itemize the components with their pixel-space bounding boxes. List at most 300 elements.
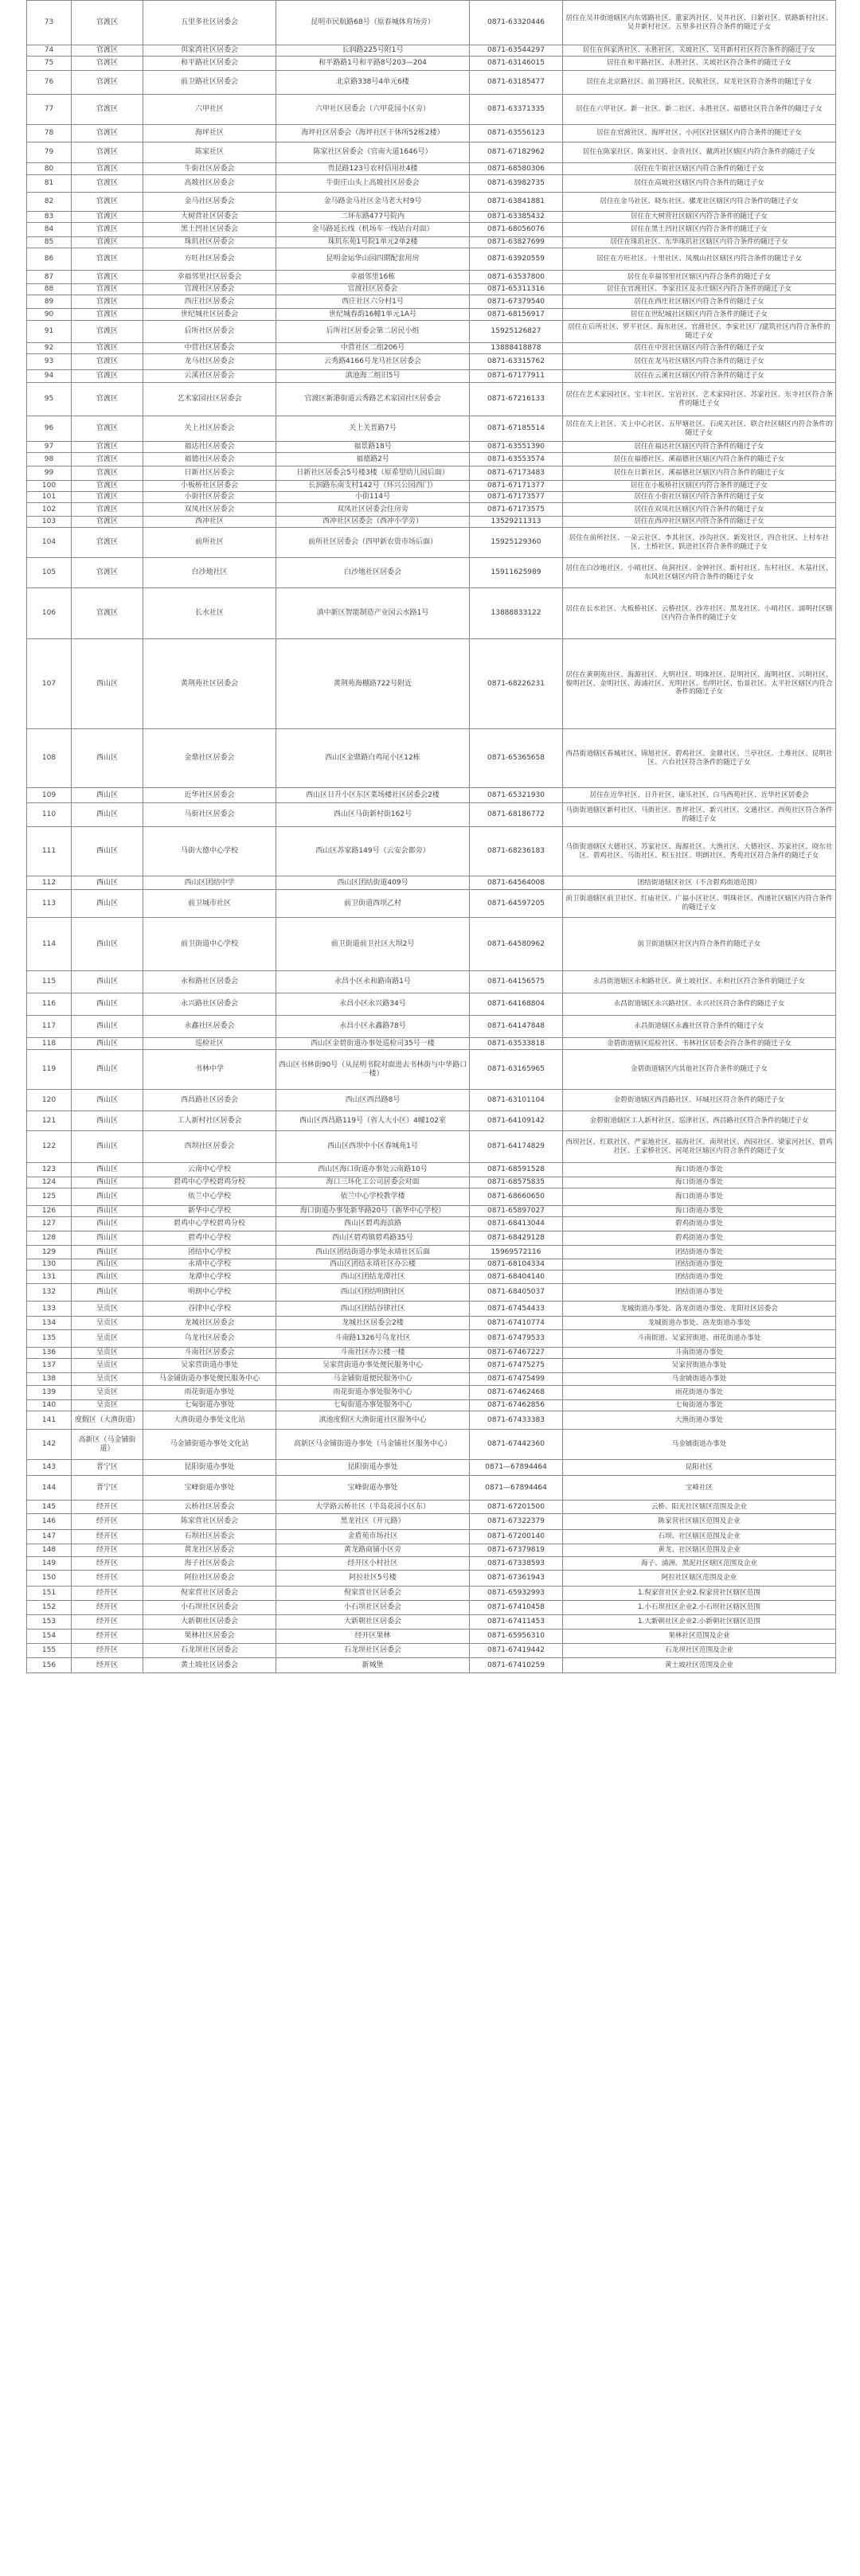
row-number: 101: [27, 492, 72, 503]
table-row: [27, 466, 836, 481]
district: 官渡区: [72, 442, 143, 453]
district: 西山区: [72, 1270, 143, 1284]
row-number: 100: [27, 481, 72, 492]
site-address: 西山区苏家路149号（云安会都旁）: [276, 827, 470, 876]
district: 西山区: [72, 1050, 143, 1090]
site-address: 七甸街道办事处服务中心: [276, 1400, 470, 1411]
phone-number: 0871-67173577: [470, 492, 563, 503]
table-row: [27, 416, 836, 442]
phone-number: 15925129360: [470, 528, 563, 558]
service-scope: 居住在小街社区辖区内符合条件的随迁子女: [563, 492, 836, 503]
district: 西山区: [72, 1284, 143, 1302]
site-name: 方旺社区居委会: [143, 248, 276, 271]
site-name: 马金铺街道办事处文化站: [143, 1430, 276, 1460]
service-scope: 居住在官渡社区、海坪社区、小河区社区辖区内符合条件的随迁子女: [563, 125, 836, 142]
table-row: [27, 1177, 836, 1188]
service-scope: 团结街道办事处: [563, 1246, 836, 1259]
phone-number: 0871-63101104: [470, 1090, 563, 1111]
site-name: 金马社区居委会: [143, 193, 276, 212]
site-name: 雨花街道办事处: [143, 1386, 276, 1400]
table-row: [27, 1501, 836, 1514]
service-scope: 居住在陈家社区、陈家社区、金贵社区、戴湾社区辖区内符合条件的随迁子女: [563, 142, 836, 163]
district: 官渡区: [72, 343, 143, 354]
service-scope: 居住在幸福邻里社区辖区内符合条件的随迁子女: [563, 271, 836, 284]
service-scope: 陈家营社区辖区范围及企业: [563, 1514, 836, 1530]
service-scope: 碧鸡街道办事处: [563, 1231, 836, 1246]
phone-number: 0871-67361943: [470, 1571, 563, 1587]
site-name: 海子社区居委会: [143, 1557, 276, 1571]
table-row: [27, 1206, 836, 1217]
service-scope: 团结街道办事处: [563, 1259, 836, 1270]
district: 官渡区: [72, 383, 143, 416]
phone-number: 0871-67171377: [470, 481, 563, 492]
row-number: 85: [27, 237, 72, 248]
row-number: 96: [27, 416, 72, 442]
row-number: 104: [27, 528, 72, 558]
service-scope: 阿拉社区辖区范围及企业: [563, 1571, 836, 1587]
district: 西山区: [72, 993, 143, 1016]
service-scope: 永昌街道辖区永和路社区、黄土坡社区、永和社区符合条件的随迁子女: [563, 971, 836, 993]
site-address: 西山区团结谷律社区: [276, 1302, 470, 1317]
phone-number: 0871-67379819: [470, 1544, 563, 1557]
site-address: 阿拉社区5号楼: [276, 1571, 470, 1587]
district: 西山区: [72, 1177, 143, 1188]
site-address: 西山区金碧街道办事处巡检司35号一楼: [276, 1038, 470, 1050]
service-scope: 金碧街道辖区工人新村社区、巡津社区、西昌路社区符合条件的随迁子女: [563, 1111, 836, 1131]
phone-number: 0871-68186772: [470, 803, 563, 827]
site-name: 陈家营社区居委会: [143, 1514, 276, 1530]
service-scope: 居住在金马社区、晓东社区、骡龙社区辖区内符合条件的随迁子女: [563, 193, 836, 212]
phone-number: 0871-67419442: [470, 1644, 563, 1658]
site-address: 西山区海口街道办事处云南路10号: [276, 1163, 470, 1177]
phone-number: 0871-67182962: [470, 142, 563, 163]
service-scope: 居住在日新社区、溪福德社区辖区内符合条件的随迁子女: [563, 466, 836, 481]
phone-number: 0871-67379540: [470, 295, 563, 309]
site-address: 西山区碧鸡镇碧鸡路35号: [276, 1231, 470, 1246]
district: 西山区: [72, 1111, 143, 1131]
table-row: [27, 481, 836, 492]
service-scope: 海口街道办事处: [563, 1163, 836, 1177]
row-number: 139: [27, 1386, 72, 1400]
table-row: [27, 248, 836, 271]
service-scope: 居住在牛街社区辖区内符合条件的随迁子女: [563, 163, 836, 175]
service-scope: 居住在佴家湾社区、永胜社区、关坡社区、吴井新村社区符合条件的随迁子女: [563, 45, 836, 57]
row-number: 133: [27, 1302, 72, 1317]
service-scope: 居住在龙马社区辖区内符合条件的随迁子女: [563, 354, 836, 370]
site-name: 永兴路社区居委会: [143, 993, 276, 1016]
phone-number: 15911625989: [470, 558, 563, 588]
row-number: 88: [27, 284, 72, 295]
service-scope: 七甸街道办事处: [563, 1400, 836, 1411]
service-scope: 居住在白沙地社区、小哨社区、鱼洞社区、金钟社区、新村社区、东村社区、木基社区、东风社区辖区内符合条件的随迁子女: [563, 558, 836, 588]
site-address: 金马路延长线（机场车一线站台对面）: [276, 223, 470, 237]
district: 经开区: [72, 1630, 143, 1644]
phone-number: 0871-67173575: [470, 503, 563, 517]
site-name: 果林社区居委会: [143, 1630, 276, 1644]
table-row: [27, 1386, 836, 1400]
table-row: [27, 354, 836, 370]
row-number: 132: [27, 1284, 72, 1302]
site-address: 白沙地社区居委会: [276, 558, 470, 588]
site-address: 福景路18号: [276, 442, 470, 453]
district: 经开区: [72, 1587, 143, 1601]
row-number: 138: [27, 1373, 72, 1386]
phone-number: 0871-64156575: [470, 971, 563, 993]
district: 晋宁区: [72, 1460, 143, 1476]
phone-number: 0871-65897027: [470, 1206, 563, 1217]
phone-number: 0871-64147848: [470, 1016, 563, 1038]
site-address: 前卫街道前卫社区大坝2号: [276, 918, 470, 971]
table-row: [27, 453, 836, 466]
table-body: [27, 1, 836, 1673]
service-scope: 居住在官渡社区、李家社区及永庄辖区内符合条件的随迁子女: [563, 284, 836, 295]
service-scope: 居住在关上社区、关上中心社区、五甲塘社区、石虎关社区、联合社区辖区内符合条件的随迁子女: [563, 416, 836, 442]
site-address: 西山区团结明朗社区: [276, 1284, 470, 1302]
table-row: [27, 1188, 836, 1206]
row-number: 148: [27, 1544, 72, 1557]
phone-number: 0871-63185477: [470, 71, 563, 95]
table-row: [27, 918, 836, 971]
service-scope: 1.大新朝社区企业2.小新朝社区辖区范围: [563, 1615, 836, 1630]
phone-number: 0871-67216133: [470, 383, 563, 416]
table-row: [27, 1050, 836, 1090]
site-address: 昆明金运华山园四期配套用房: [276, 248, 470, 271]
service-scope: 斗南街道、吴家营街道、雨花街道办事处: [563, 1330, 836, 1348]
phone-number: 0871-68226231: [470, 639, 563, 729]
row-number: 93: [27, 354, 72, 370]
table-row: [27, 125, 836, 142]
table-row: [27, 517, 836, 528]
site-address: 滇中新区智能制造产业园云水路1号: [276, 588, 470, 639]
row-number: 131: [27, 1270, 72, 1284]
service-scope: 居住在近华社区、日升社区、康乐社区、白马西苑社区、近华社区居委会: [563, 788, 836, 803]
site-address: 前所社区居委会（四甲新农资市场后面）: [276, 528, 470, 558]
row-number: 147: [27, 1530, 72, 1544]
service-scope: 居住在和平路社区、永胜社区、关坡社区符合条件的随迁子女: [563, 57, 836, 71]
phone-number: 0871-63841881: [470, 193, 563, 212]
site-name: 巡检社区: [143, 1038, 276, 1050]
phone-number: 0871-67322379: [470, 1514, 563, 1530]
table-row: [27, 1359, 836, 1373]
district: 经开区: [72, 1501, 143, 1514]
service-scope: 金碧街道辖区巡检社区、书林社区居委会符合条件的随迁子女: [563, 1038, 836, 1050]
phone-number: 0871-64174829: [470, 1131, 563, 1163]
phone-number: 0871—67894464: [470, 1460, 563, 1476]
phone-number: 0871-63827699: [470, 237, 563, 248]
phone-number: 0871-64564008: [470, 876, 563, 890]
site-address: 西庄社区六分村1号: [276, 295, 470, 309]
table-row: [27, 1330, 836, 1348]
district: 西山区: [72, 1206, 143, 1217]
district: 官渡区: [72, 503, 143, 517]
row-number: 109: [27, 788, 72, 803]
row-number: 98: [27, 453, 72, 466]
table-row: [27, 639, 836, 729]
district: 官渡区: [72, 481, 143, 492]
table-row: [27, 212, 836, 223]
site-address: 珠玑东苑1号院1单元2单2楼: [276, 237, 470, 248]
table-row: [27, 1658, 836, 1673]
site-address: 中营社区二组206号: [276, 343, 470, 354]
table-row: [27, 1373, 836, 1386]
district: 官渡区: [72, 142, 143, 163]
district: 西山区: [72, 1217, 143, 1231]
phone-number: 0871-63544297: [470, 45, 563, 57]
site-name: 珠玑社区居委会: [143, 237, 276, 248]
site-name: 乌龙社区居委会: [143, 1330, 276, 1348]
district: 官渡区: [72, 528, 143, 558]
service-scope: 团结街道辖区社区（不含碧鸡街道范围）: [563, 876, 836, 890]
service-scope: 海子、浦洲、黑泥社区辖区范围及企业: [563, 1557, 836, 1571]
service-scope: 马街街道辖区大德社区、苏家社区、海源社区、大渔社区、大德社区、苏家社区、晓东社区、碧鸡社区、马街社区、积玉社区、明朗社区、秀苑社区符合条件的随迁子女: [563, 827, 836, 876]
phone-number: 0871-68575835: [470, 1177, 563, 1188]
site-name: 碧鸡中心学校碧鸡分校: [143, 1177, 276, 1188]
site-address: 贵昆路123号农村信用社4楼: [276, 163, 470, 175]
service-scope: 黄土坡社区范围及企业: [563, 1658, 836, 1673]
site-address: 黄龙路商铺小区旁: [276, 1544, 470, 1557]
service-scope: 居住在吴井街道辖区内东郊路社区、董家湾社区、吴井社区、日新社区、铁路新村社区、吴井新村社区、五里多社区符合条件的随迁子女: [563, 1, 836, 45]
phone-number: 0871-63385432: [470, 212, 563, 223]
site-address: 西山区金鼎路白鸡尾小区12栋: [276, 729, 470, 788]
row-number: 79: [27, 142, 72, 163]
service-scope: 居住在双凤社区辖区内符合条件的随迁子女: [563, 503, 836, 517]
district: 呈贡区: [72, 1400, 143, 1411]
service-scope: 马金铺街道办事处: [563, 1373, 836, 1386]
district: 官渡区: [72, 588, 143, 639]
service-scope: 碧鸡街道办事处: [563, 1217, 836, 1231]
phone-number: 13888418878: [470, 343, 563, 354]
district: 官渡区: [72, 57, 143, 71]
site-address: 黄荆苑海棚路722号附近: [276, 639, 470, 729]
phone-number: 0871-67462468: [470, 1386, 563, 1400]
site-name: 西昌路社区居委会: [143, 1090, 276, 1111]
site-address: 新城堡: [276, 1658, 470, 1673]
row-number: 128: [27, 1231, 72, 1246]
site-address: 双凤社区居委会住房旁: [276, 503, 470, 517]
table-row: [27, 890, 836, 918]
site-name: 中营社区居委会: [143, 343, 276, 354]
site-address: 小石坝社区居委会: [276, 1601, 470, 1615]
table-row: [27, 1284, 836, 1302]
district: 官渡区: [72, 370, 143, 383]
table-row: [27, 1, 836, 45]
site-name: 艺术家园社区居委会: [143, 383, 276, 416]
phone-number: 13888833122: [470, 588, 563, 639]
district: 西山区: [72, 1090, 143, 1111]
phone-number: 0871-65365658: [470, 729, 563, 788]
row-number: 113: [27, 890, 72, 918]
table-row: [27, 827, 836, 876]
phone-number: 0871-67479533: [470, 1330, 563, 1348]
table-row: [27, 142, 836, 163]
district: 经开区: [72, 1544, 143, 1557]
service-scope: 居住在西冲社区辖区内符合条件的随迁子女: [563, 517, 836, 528]
table-row: [27, 588, 836, 639]
site-address: 关上关晋路7号: [276, 416, 470, 442]
district: 官渡区: [72, 193, 143, 212]
phone-number: 0871-63165965: [470, 1050, 563, 1090]
phone-number: 0871-64580962: [470, 918, 563, 971]
district: 经开区: [72, 1601, 143, 1615]
site-name: 依兰中心学校: [143, 1188, 276, 1206]
service-scope: 居住在云溪社区辖区内符合条件的随迁子女: [563, 370, 836, 383]
district: 西山区: [72, 918, 143, 971]
phone-number: 0871-67475499: [470, 1373, 563, 1386]
site-name: 高坡社区居委会: [143, 175, 276, 193]
service-scope: 居住在中营社区辖区内符合条件的随迁子女: [563, 343, 836, 354]
district: 官渡区: [72, 416, 143, 442]
site-name: 西山区团结中学: [143, 876, 276, 890]
table-row: [27, 1259, 836, 1270]
site-name: 大新朝社区居委会: [143, 1615, 276, 1630]
district: 西山区: [72, 1259, 143, 1270]
site-name: 七甸街道办事处: [143, 1400, 276, 1411]
site-name: 斗南社区居委会: [143, 1348, 276, 1359]
row-number: 110: [27, 803, 72, 827]
site-address: 永昌小区永和路南路1号: [276, 971, 470, 993]
site-address: 西山区西昌路8号: [276, 1090, 470, 1111]
service-scope: 居住在小板桥社区辖区内符合条件的随迁子女: [563, 481, 836, 492]
site-name: 官渡社区居委会: [143, 284, 276, 295]
site-address: 永昌小区永兴路34号: [276, 993, 470, 1016]
phone-number: 0871-64597205: [470, 890, 563, 918]
phone-number: 0871-63371335: [470, 95, 563, 125]
service-scope: 居住在六甲社区、新一社区、新二社区、永胜社区、福德社区符合条件的随迁子女: [563, 95, 836, 125]
table-row: [27, 343, 836, 354]
service-scope: 团结街道办事处: [563, 1270, 836, 1284]
row-number: 106: [27, 588, 72, 639]
site-address: 福德路2号: [276, 453, 470, 466]
row-number: 150: [27, 1571, 72, 1587]
table-row: [27, 1630, 836, 1644]
district: 官渡区: [72, 125, 143, 142]
service-scope: 永昌街道辖区永鑫社区符合条件的随迁子女: [563, 1016, 836, 1038]
service-scope: 马金铺街道办事处: [563, 1430, 836, 1460]
site-name: 世纪城社区居委会: [143, 309, 276, 321]
phone-number: 0871-67173483: [470, 466, 563, 481]
row-number: 82: [27, 193, 72, 212]
row-number: 83: [27, 212, 72, 223]
service-scope: 西昌街道辖区春城社区、锦旭社区、碧鸡社区、金鼎社区、兰亭社区、土堆社区、昆明社区、六台社区符合条件的随迁子女: [563, 729, 836, 788]
phone-number: 0871-67410774: [470, 1317, 563, 1330]
phone-number: 0871-65311316: [470, 284, 563, 295]
table-row: [27, 383, 836, 416]
site-address: 经开区果林: [276, 1630, 470, 1644]
service-scope: 前卫街道辖区社区内符合条件的随迁子女: [563, 918, 836, 971]
district: 官渡区: [72, 453, 143, 466]
site-name: 云南中心学校: [143, 1163, 276, 1177]
site-address: 西冲社区居委会（西冲小学旁）: [276, 517, 470, 528]
row-number: 141: [27, 1411, 72, 1430]
site-name: 龙潭中心学校: [143, 1270, 276, 1284]
table-row: [27, 1270, 836, 1284]
row-number: 154: [27, 1630, 72, 1644]
table-row: [27, 1038, 836, 1050]
district: 西山区: [72, 1131, 143, 1163]
district: 官渡区: [72, 175, 143, 193]
table-row: [27, 1476, 836, 1501]
phone-number: 0871-65321930: [470, 788, 563, 803]
table-row: [27, 295, 836, 309]
site-name: 云桥社区居委会: [143, 1501, 276, 1514]
district: 官渡区: [72, 321, 143, 343]
district: 西山区: [72, 788, 143, 803]
row-number: 142: [27, 1430, 72, 1460]
service-scope: 居住在方旺社区、十里社区、凤凰山社区辖区内符合条件的随迁子女: [563, 248, 836, 271]
site-address: 斗南社区办公楼一楼: [276, 1348, 470, 1359]
site-name: 六甲社区: [143, 95, 276, 125]
row-number: 126: [27, 1206, 72, 1217]
site-name: 吴家营街道办事处: [143, 1359, 276, 1373]
table-row: [27, 1111, 836, 1131]
site-address: 吴家营街道办事处便民服务中心: [276, 1359, 470, 1373]
site-name: 西坝社区居委会: [143, 1131, 276, 1163]
site-address: 西山区碧鸡海滨路: [276, 1217, 470, 1231]
site-address: 陈家社区居委会（官南大道1646号）: [276, 142, 470, 163]
row-number: 87: [27, 271, 72, 284]
site-address: 西山区西昌路119号（省人大小区）4幢102室: [276, 1111, 470, 1131]
site-address: 前卫街道西坝乙村: [276, 890, 470, 918]
district: 官渡区: [72, 95, 143, 125]
site-address: 六甲社区居委会（六甲花园小区旁）: [276, 95, 470, 125]
service-scope: 海口街道办事处: [563, 1177, 836, 1188]
row-number: 76: [27, 71, 72, 95]
phone-number: 0871-63556123: [470, 125, 563, 142]
service-scope: 居住在福达社区辖区内符合条件的随迁子女: [563, 442, 836, 453]
site-address: 官渡社区居委会: [276, 284, 470, 295]
row-number: 84: [27, 223, 72, 237]
row-number: 130: [27, 1259, 72, 1270]
site-address: 石龙坝社区居委会: [276, 1644, 470, 1658]
site-name: 日新社区居委会: [143, 466, 276, 481]
site-name: 新华中心学校: [143, 1206, 276, 1217]
row-number: 143: [27, 1460, 72, 1476]
site-address: 金马路金马社区金马老大村9号: [276, 193, 470, 212]
table-row: [27, 71, 836, 95]
sites-table: [26, 0, 836, 1673]
district: 经开区: [72, 1514, 143, 1530]
site-name: 近华社区居委会: [143, 788, 276, 803]
service-scope: 前卫街道辖区前卫社区、红庙社区、广福小区社区、明珠社区、西递社区辖区内符合条件的随迁子女: [563, 890, 836, 918]
service-scope: 海口街道办事处: [563, 1206, 836, 1217]
phone-number: 0871-63320446: [470, 1, 563, 45]
site-name: 阿拉社区居委会: [143, 1571, 276, 1587]
row-number: 129: [27, 1246, 72, 1259]
site-name: 永和路社区居委会: [143, 971, 276, 993]
district: 西山区: [72, 827, 143, 876]
site-address: 二环东路477号院内: [276, 212, 470, 223]
site-address: 高新区马金铺街道办事处（马金铺社区服务中心）: [276, 1430, 470, 1460]
district: 西山区: [72, 1163, 143, 1177]
site-name: 小街社区居委会: [143, 492, 276, 503]
table-row: [27, 95, 836, 125]
service-scope: 海口街道办事处: [563, 1188, 836, 1206]
district: 官渡区: [72, 354, 143, 370]
site-name: 黄荆苑社区居委会: [143, 639, 276, 729]
site-address: 日新社区居委会5号楼3楼（原希望幼儿园后面）: [276, 466, 470, 481]
table-row: [27, 237, 836, 248]
district: 官渡区: [72, 558, 143, 588]
phone-number: 0871-67410259: [470, 1658, 563, 1673]
table-row: [27, 1317, 836, 1330]
district: 西山区: [72, 1231, 143, 1246]
site-address: 永昌小区永鑫路78号: [276, 1016, 470, 1038]
row-number: 124: [27, 1177, 72, 1188]
table-row: [27, 1163, 836, 1177]
site-address: 官渡区新港街道云秀路艺术家园社区居委会: [276, 383, 470, 416]
district: 晋宁区: [72, 1476, 143, 1501]
row-number: 115: [27, 971, 72, 993]
